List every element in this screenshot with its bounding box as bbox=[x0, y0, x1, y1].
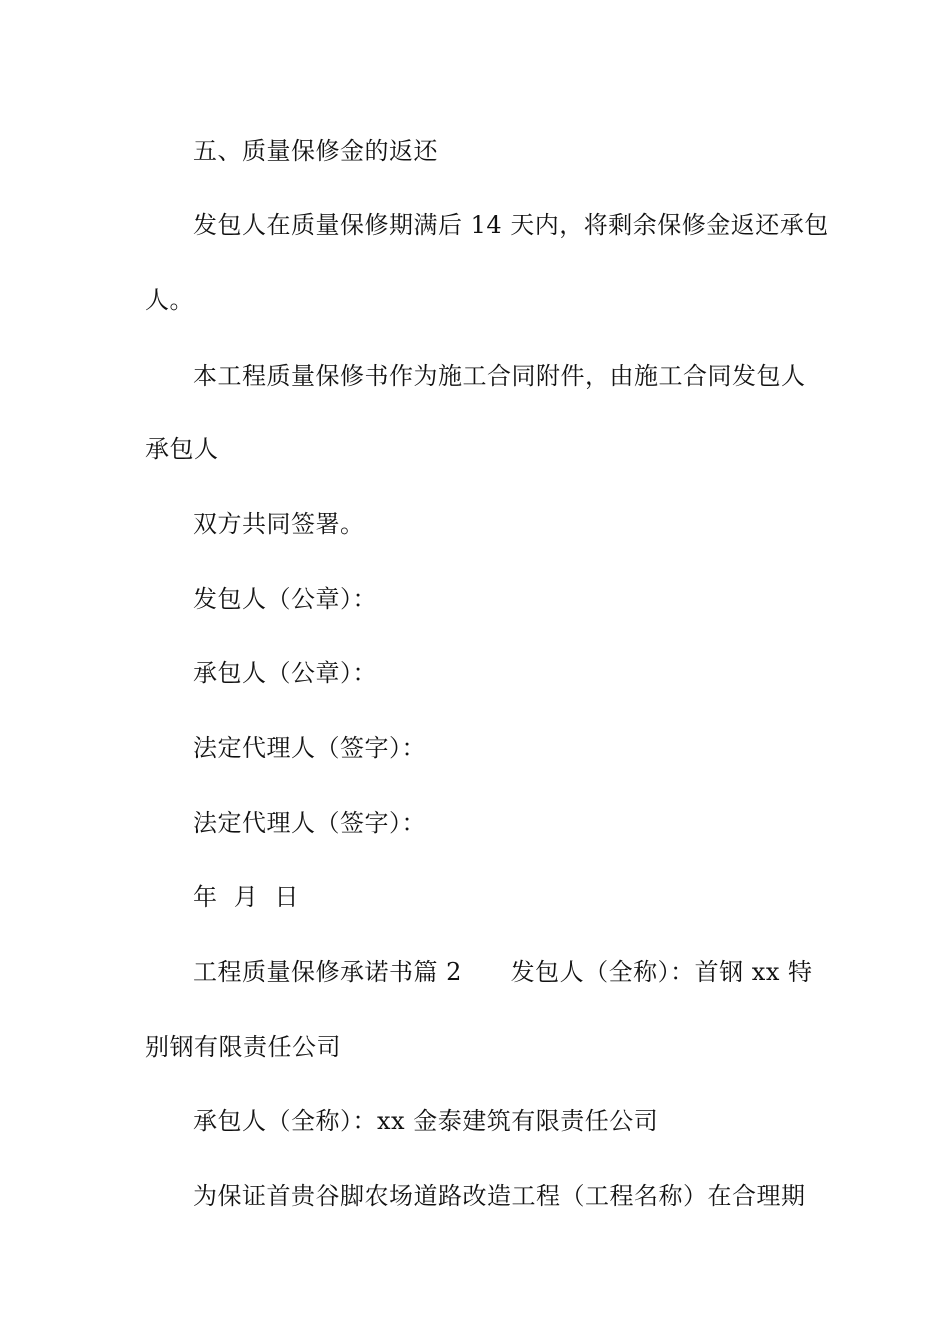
date-line: 年 月 日 bbox=[193, 883, 300, 911]
purpose-paragraph-line-1: 为保证首贵谷脚农场道路改造工程（工程名称）在合理期 bbox=[193, 1182, 806, 1210]
paragraph-joint-signing: 双方共同签署。 bbox=[193, 510, 365, 538]
paragraph-attachment-line-2: 承包人 bbox=[145, 435, 219, 463]
section-heading-warranty-refund: 五、质量保修金的返还 bbox=[193, 137, 438, 165]
contractor-full-name-line: 承包人（全称）：xx 金泰建筑有限责任公司 bbox=[193, 1107, 659, 1135]
legal-representative-signature-label-1: 法定代理人（签字）： bbox=[193, 734, 426, 762]
employer-name-continuation: 别钢有限责任公司 bbox=[145, 1033, 341, 1061]
paragraph-refund-line-1: 发包人在质量保修期满后 14 天内，将剩余保修金返还承包 bbox=[193, 211, 829, 239]
legal-representative-signature-label-2: 法定代理人（签字）： bbox=[193, 809, 426, 837]
contractor-seal-label: 承包人（公章）： bbox=[193, 659, 377, 687]
commitment-letter-title-line: 工程质量保修承诺书篇 2 发包人（全称）：首钢 xx 特 bbox=[193, 958, 813, 986]
paragraph-attachment-line-1: 本工程质量保修书作为施工合同附件，由施工合同发包人 bbox=[193, 362, 806, 390]
paragraph-refund-line-2: 人。 bbox=[145, 286, 194, 314]
employer-seal-label: 发包人（公章）： bbox=[193, 585, 377, 613]
